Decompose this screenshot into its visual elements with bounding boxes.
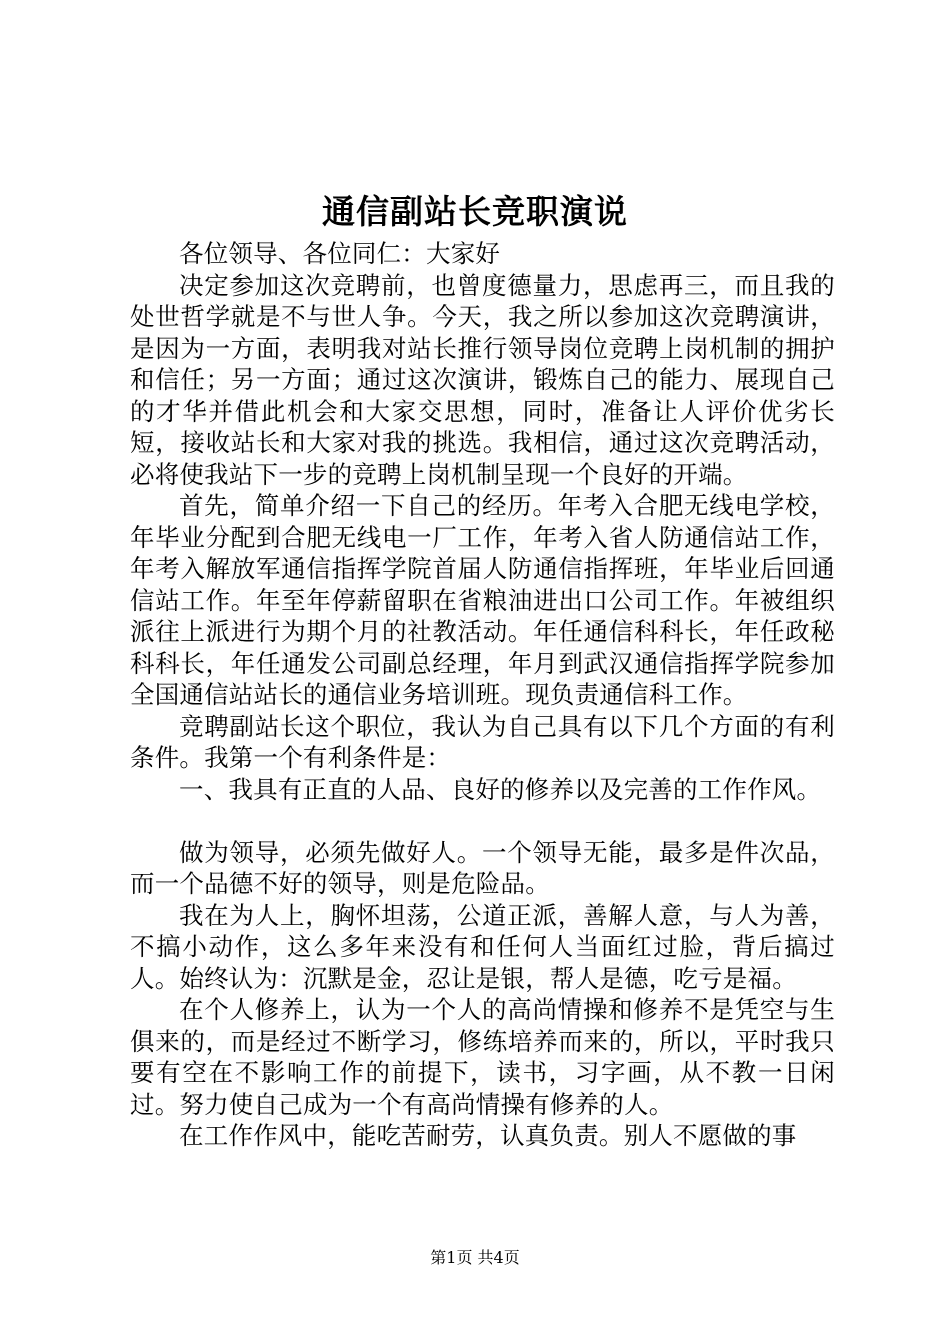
paragraph-motivation: 决定参加这次竞聘前，也曾度德量力，思虑再三，而且我的处世哲学就是不与世人争。今天，我之所以参加这次竞聘演讲，是因为一方面，表明我对站长推行领导岗位竞聘上岗机制的拥护和信任；另一方面；通过这次演讲，锻炼自己的能力、展现自己的才华并借此机会和大家交思想，同时，准备让人评价优劣长短，接收站长和大家对我的挑选。我相信，通过这次竞聘活动，必将使我站下一步的竞聘上岗机制呈现一个良好的开端。 [130, 270, 835, 489]
paragraph-cultivation: 在个人修养上，认为一个人的高尚情操和修养不是凭空与生俱来的，而是经过不断学习，修练培养而来的，所以，平时我只要有空在不影响工作的前提下，读书，习字画，从不教一日闲过。努力使自己成为一个有高尚情操有修养的人。 [130, 995, 835, 1119]
document-title: 通信副站长竞职演说 [322, 192, 628, 231]
paragraph-character: 我在为人上，胸怀坦荡，公道正派，善解人意，与人为善，不搞小动作，这么多年来没有和任何人当面红过脸，背后搞过人。始终认为：沉默是金，忍让是银，帮人是德，吃亏是福。 [130, 900, 835, 993]
paragraph-work-style: 在工作作风中，能吃苦耐劳，认真负责。别人不愿做的事 [179, 1121, 797, 1150]
paragraph-greeting: 各位领导、各位同仁：大家好 [179, 239, 501, 268]
paragraph-condition-one: 一、我具有正直的人品、良好的修养以及完善的工作作风。 [179, 774, 822, 804]
paragraph-conditions-intro: 竞聘副站长这个职位，我认为自己具有以下几个方面的有利条件。我第一个有利条件是： [130, 711, 835, 772]
page-footer: 第1页 共4页 [430, 1248, 520, 1267]
document-body [130, 238, 835, 1152]
paragraph-leadership: 做为领导，必须先做好人。一个领导无能，最多是件次品，而一个品德不好的领导，则是危险品。 [130, 837, 835, 898]
paragraph-experience: 首先，简单介绍一下自己的经历。年考入合肥无线电学校，年毕业分配到合肥无线电一厂工作，年考入省人防通信站工作，年考入解放军通信指挥学院首届人防通信指挥班，年毕业后回通信站工作。年至年停薪留职在省粮油进出口公司工作。年被组织派往上派进行为期个月的社教活动。年任通信科科长，年任政秘科科长，年任通发公司副总经理，年月到武汉通信指挥学院参加全国通信站站长的通信业务培训班。现负责通信科工作。 [130, 491, 835, 709]
